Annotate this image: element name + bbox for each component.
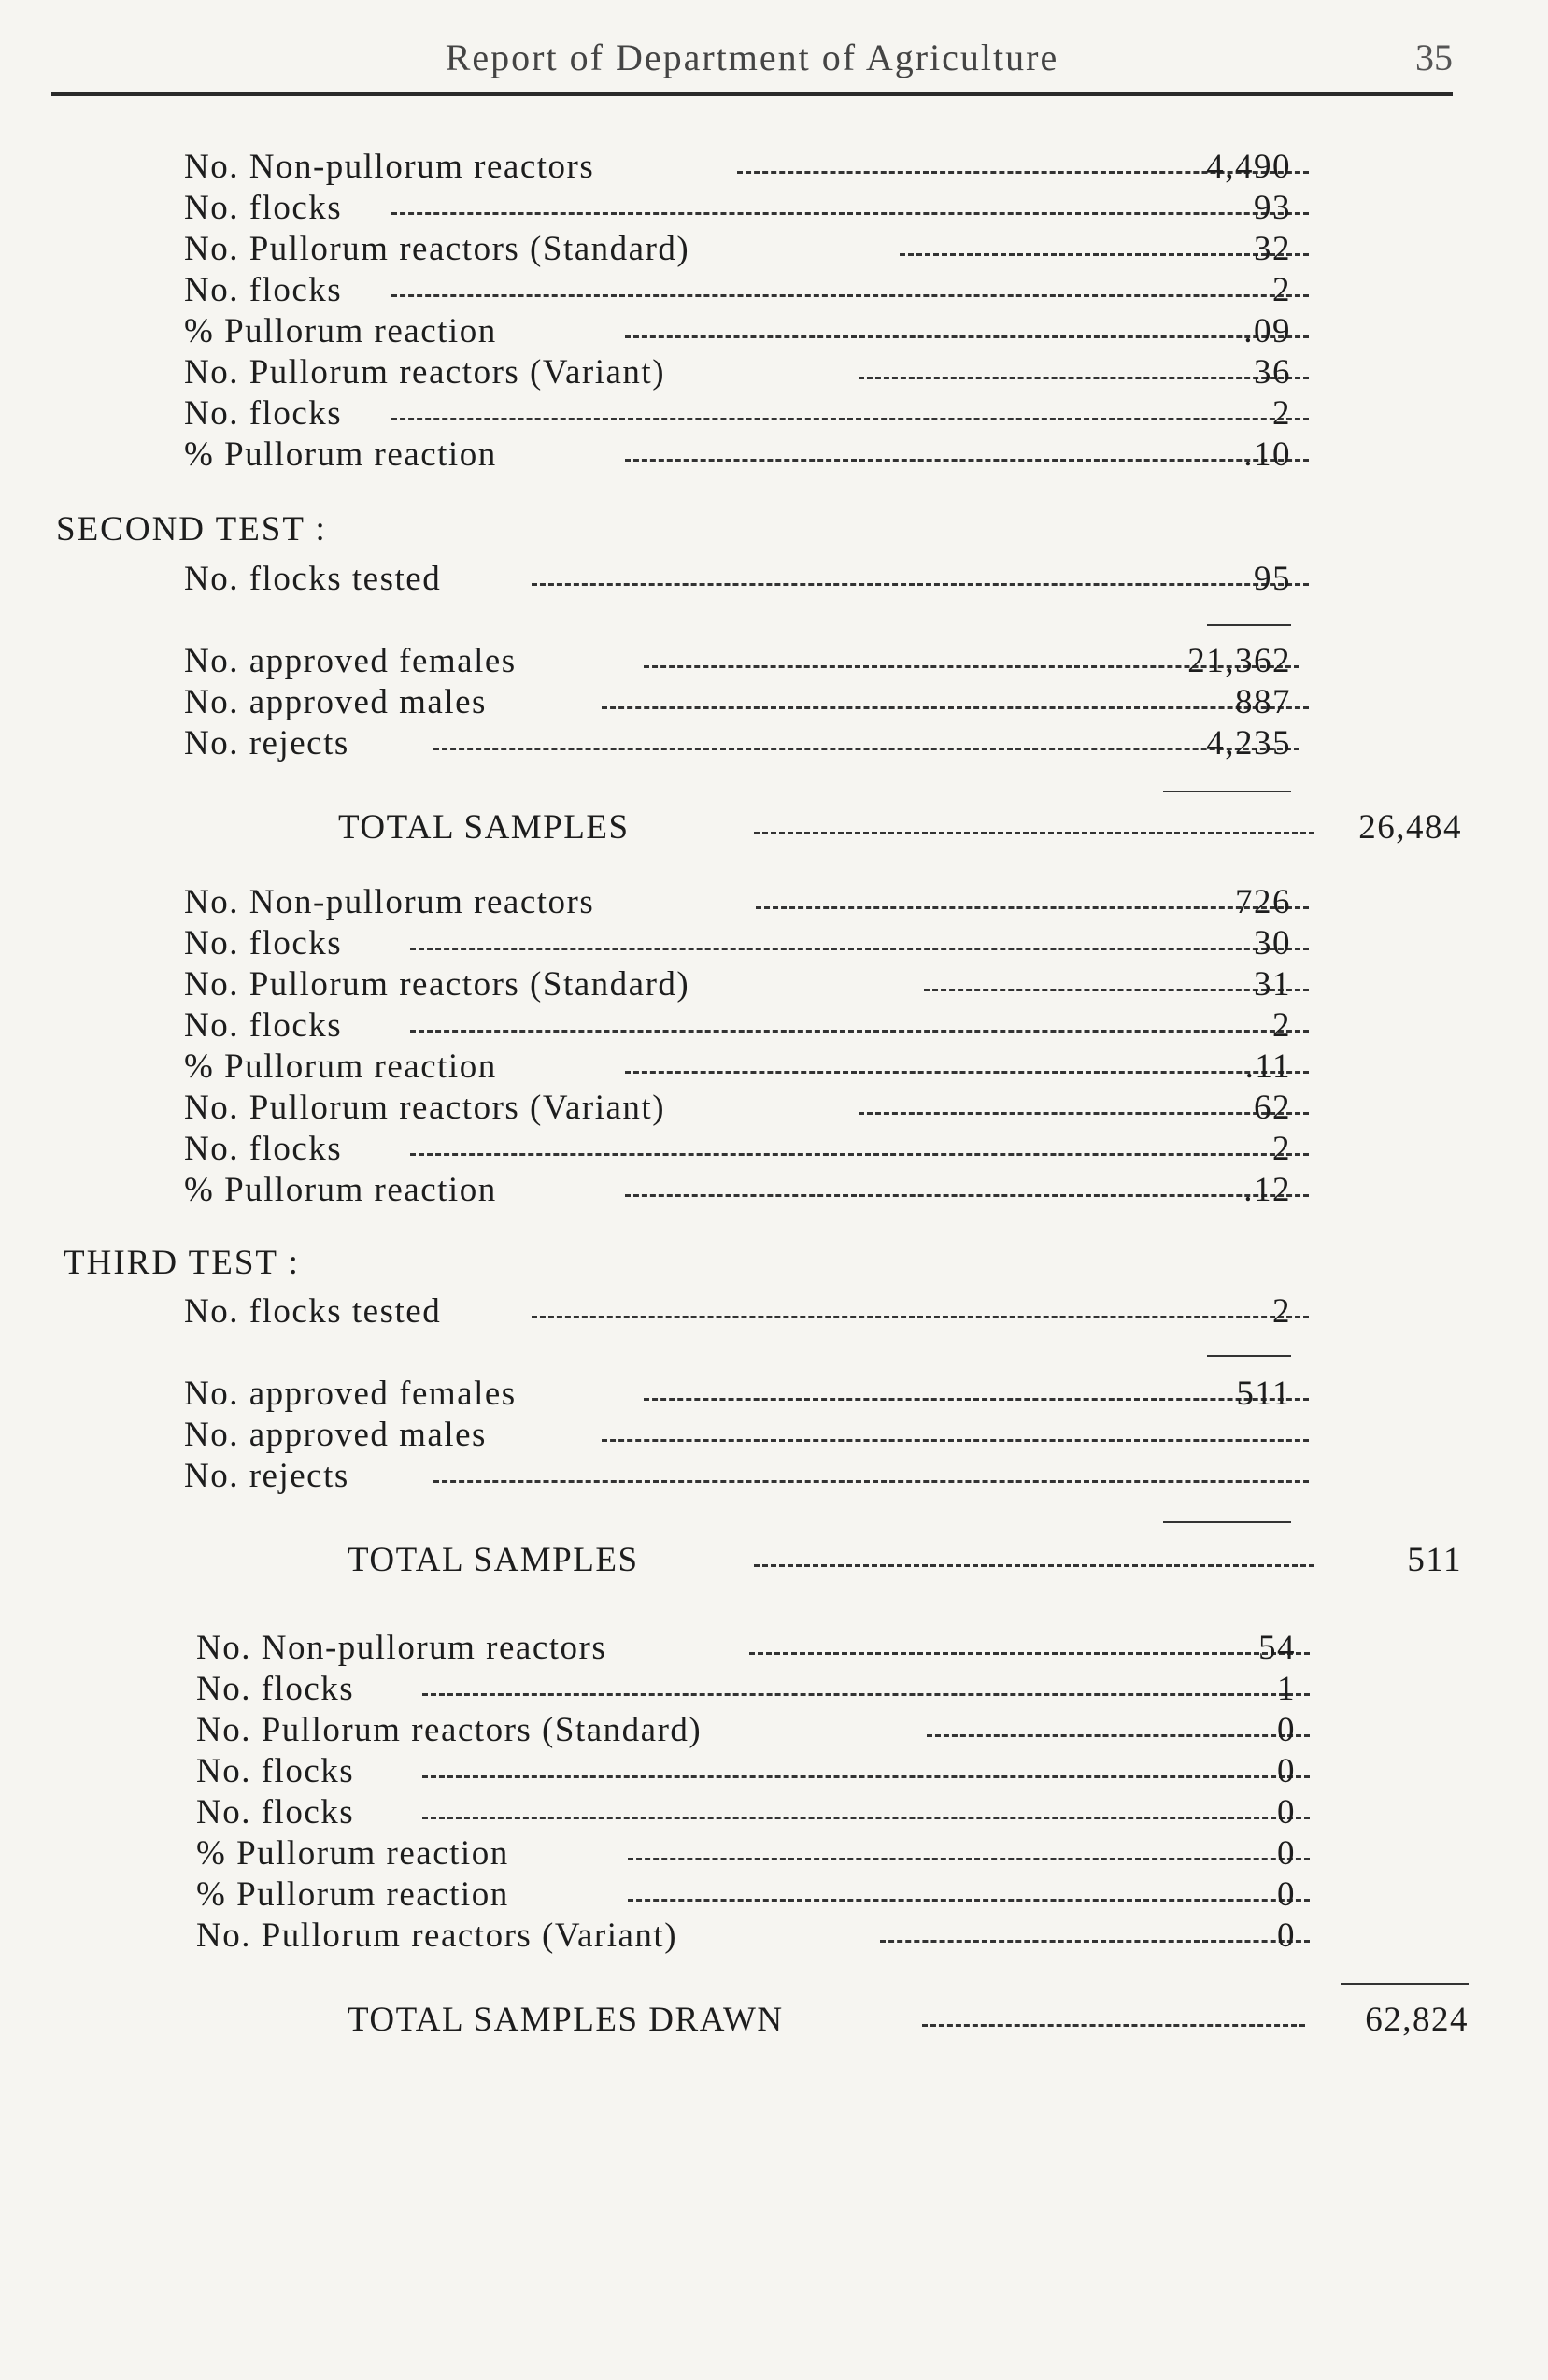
total-samples-row: TOTAL SAMPLES 511: [348, 1541, 1462, 1579]
list-item: % Pullorum reaction .09: [184, 311, 1291, 352]
flocks-tested-row: No. flocks tested 95: [184, 559, 1291, 600]
section-heading: SECOND TEST :: [56, 510, 327, 549]
sum-rule: [1163, 791, 1291, 792]
list-item: No. Pullorum reactors (Variant) 0: [196, 1916, 1296, 1957]
sum-rule: [1207, 1355, 1291, 1357]
list-item: % Pullorum reaction 0: [196, 1874, 1296, 1916]
list-item: No. flocks 1: [196, 1669, 1296, 1710]
list-item: % Pullorum reaction .12: [184, 1170, 1291, 1211]
list-item: No. Pullorum reactors (Standard) 32: [184, 229, 1291, 270]
list-item: No. Non-pullorum reactors 54: [196, 1628, 1296, 1669]
list-item: No. flocks 2: [184, 1129, 1291, 1170]
list-item: No. Non-pullorum reactors 4,490: [184, 147, 1291, 188]
list-item: No. flocks 30: [184, 923, 1291, 964]
header-rule: [51, 92, 1453, 96]
page-number: 35: [1415, 36, 1453, 78]
total-samples-row: TOTAL SAMPLES 26,484: [338, 808, 1462, 847]
list-item: No. approved females 21,362: [184, 641, 1291, 682]
list-item: No. approved females 511: [184, 1374, 1291, 1415]
list-item: No. rejects: [184, 1456, 1291, 1497]
list-item: No. Pullorum reactors (Variant) 36: [184, 352, 1291, 393]
list-item: % Pullorum reaction .11: [184, 1047, 1291, 1088]
sum-rule: [1163, 1521, 1291, 1523]
list-item: No. flocks 0: [196, 1751, 1296, 1792]
grand-total-rule: [1341, 1983, 1469, 1985]
list-item: % Pullorum reaction 0: [196, 1833, 1296, 1874]
list-item: No. flocks 2: [184, 393, 1291, 435]
list-item: No. rejects 4,235: [184, 723, 1291, 764]
list-item: % Pullorum reaction .10: [184, 435, 1291, 476]
grand-total-row: TOTAL SAMPLES DRAWN 62,824: [348, 2001, 1469, 2039]
list-item: No. Non-pullorum reactors 726: [184, 882, 1291, 923]
page-header: [51, 36, 1453, 84]
list-item: No. Pullorum reactors (Standard) 0: [196, 1710, 1296, 1751]
list-item: No. approved males: [184, 1415, 1291, 1456]
list-item: No. Pullorum reactors (Standard) 31: [184, 964, 1291, 1005]
list-item: No. flocks 93: [184, 188, 1291, 229]
sum-rule: [1207, 624, 1291, 626]
list-item: No. approved males 887: [184, 682, 1291, 723]
list-item: No. flocks 2: [184, 1005, 1291, 1047]
list-item: No. Pullorum reactors (Variant) 62: [184, 1088, 1291, 1129]
section-heading: THIRD TEST :: [64, 1244, 300, 1282]
list-item: No. flocks 2: [184, 270, 1291, 311]
list-item: No. flocks 0: [196, 1792, 1296, 1833]
running-title: Report of Department of Agriculture: [445, 36, 1059, 78]
flocks-tested-row: No. flocks tested 2: [184, 1291, 1291, 1333]
